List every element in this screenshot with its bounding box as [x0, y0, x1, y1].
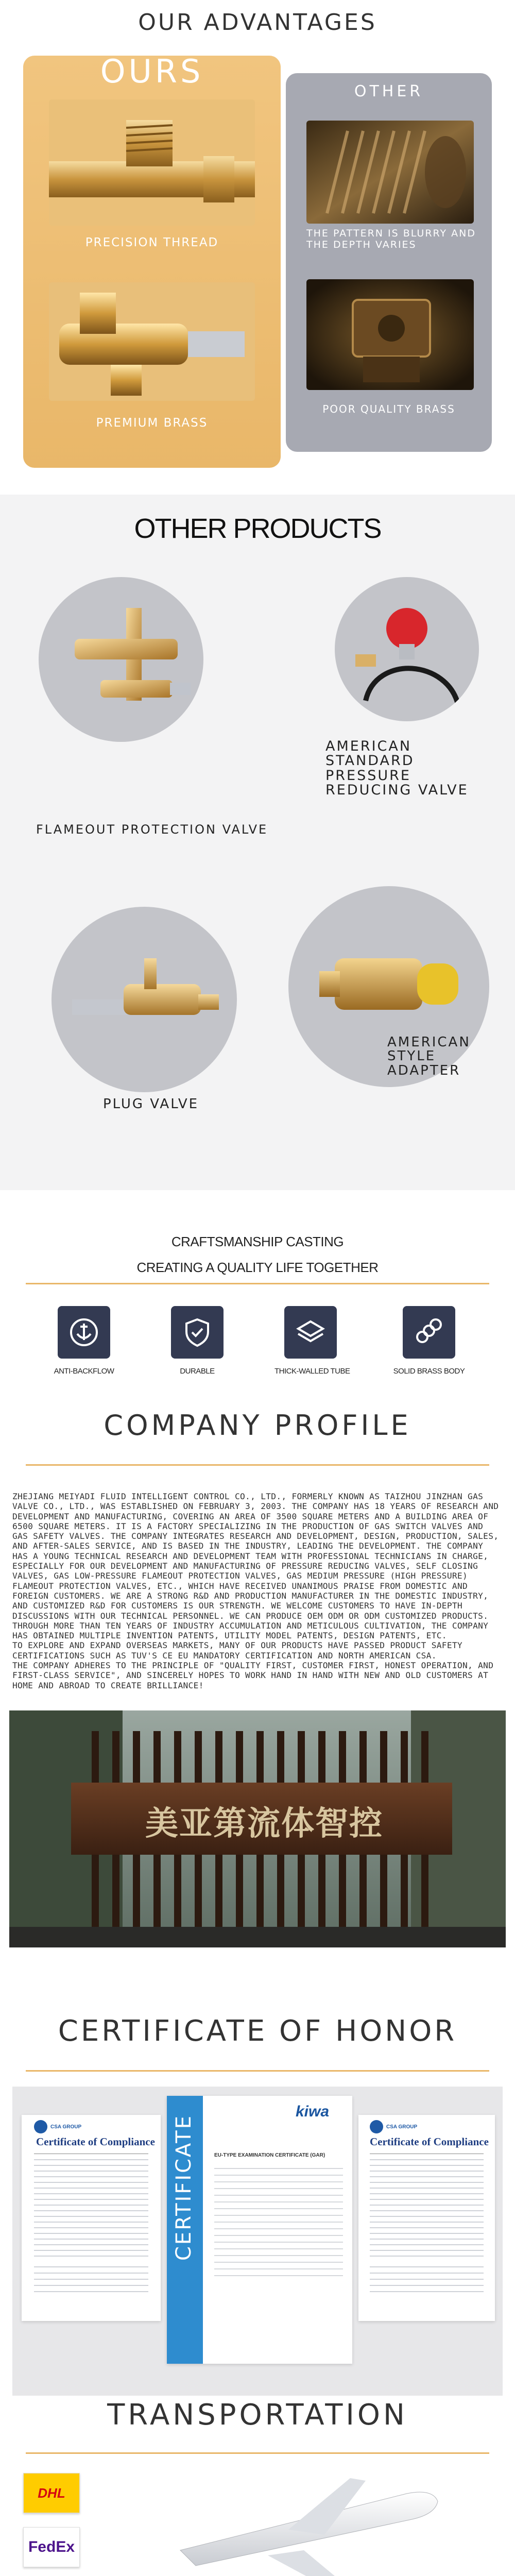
plug-valve-label: PLUG VALVE — [103, 1096, 199, 1112]
ours-card — [23, 53, 281, 468]
profile-paragraph: THE COMPANY ADHERES TO THE PRINCIPLE OF "QUALITY FIRST, CUSTOMER FIRST, HONEST OPERATION, AND FIRST-CLASS SERVICE", AND SINCERELY HOPES TO WORK HAND IN HAND WITH NEW AND OLD CUSTOMERS AT HOME AND ABROAD TO CREATE BRILLIANCE! — [12, 1660, 494, 1690]
feature-label: DURABLE — [180, 1367, 215, 1376]
shield-check-icon — [171, 1306, 224, 1359]
certificate-heading: Certificate of Compliance — [36, 2136, 155, 2148]
craft-line-1: CRAFTSMANSHIP CASTING — [171, 1234, 344, 1249]
other-caption-2: POOR QUALITY BRASS — [322, 403, 455, 415]
ours-caption-2: PREMIUM BRASS — [96, 416, 208, 430]
certificate-title: CERTIFICATE OF HONOR — [58, 2014, 457, 2048]
other-brass-photo — [306, 279, 474, 390]
fedex-logo: FedEx — [23, 2527, 80, 2567]
feature-durable — [161, 1306, 233, 1376]
factory-entrance-photo — [9, 1710, 506, 1947]
profile-paragraph: ZHEJIANG MEIYADI FLUID INTELLIGENT CONTROL CO., LTD., FORMERLY KNOWN AS TAIZHOU JINZHAN GAS VALVE CO., LTD., WAS ESTABLISHED ON FEBRUARY 3, 2003. THE COMPANY HAS 18 YEARS OF RESEARCH AND DEVELOPMENT AND MANUFACTURING, COVERING AN AREA OF 3500 SQUARE METERS AND A BUILDING AREA OF 6500 SQUARE METERS. IT IS A FACTORY SPECIALIZING IN THE PRODUCTION OF GAS SWITCH VALVES AND GAS SAFETY VALVES. THE COMPANY INTEGRATES RESEARCH AND DEVELOPMENT, DESIGN, PRODUCTION, SALES, AND AFTER-SALES SERVICE, AND IS BASED IN THE INDUSTRY, LEADING THE DEVELOPMENT. THE COMPANY HAS A YOUNG TECHNICAL RESEARCH AND DEVELOPMENT TEAM WITH PROFESSIONAL TECHNICIANS IN CHARGE, ESPECIALLY FOR OUR DEVELOPMENT AND MANUFACTURING OF PRESSURE REDUCING VALVES, SELF CLOSING VALVES, GAS LOW-PRESSURE FLAMEOUT PROTECTION VALVES, GAS MEDIUM PRESSURE (HIGH PRESSURE) FLAMEOUT PROTECTION VALVES, ETC., WHICH HAVE RECEIVED UNANIMOUS PRAISE FROM DOMESTIC AND FOREIGN CUSTOMERS. WE ARE A STRONG R&D AND PRODUCTION MANUFACTURER IN THE DOMESTIC INDUSTRY, AND CUSTOMIZED R&D FOR CUSTOMERS IS OUR STRENGTH. WE WELCOME CUSTOMERS TO HAVE IN-DEPTH DISCUSSIONS WITH OUR TECHNICAL PERSONNEL. WE CAN PRODUCE OEM ODM OR ODM CUSTOMIZED PRODUCTS. THROUGH MORE THAN TEN YEARS OF INDUSTRY ACCUMULATION AND METICULOUS CULTIVATION, THE COMPANY HAS OBTAINED MULTIPLE INVENTION PATENTS, UTILITY MODEL PATENTS, DESIGN PATENTS, ETC. — [12, 1492, 499, 1641]
ours-thread-photo — [49, 99, 255, 226]
links-icon — [403, 1306, 455, 1359]
other-label: OTHER — [354, 82, 424, 100]
pressure-reducing-valve-image — [335, 577, 479, 721]
certificate-gallery — [12, 2087, 503, 2396]
certificate-center — [167, 2096, 352, 2364]
ours-label: OURS — [100, 53, 204, 90]
feature-thick-walled — [274, 1306, 350, 1376]
certificate-vertical-text: CERTIFICATE — [172, 2114, 196, 2261]
craft-line-2: CREATING A QUALITY LIFE TOGETHER — [136, 1260, 379, 1275]
feature-label: THICK-WALLED TUBE — [274, 1367, 350, 1376]
gold-divider — [26, 2452, 489, 2454]
profile-paragraph: TO EXPLORE AND EXPAND OVERSEAS MARKETS, MANY OF OUR PRODUCTS HAVE PASSED PRODUCT SAFETY CERTIFICATIONS SUCH AS TUV'S CE EU MANDATORY CERTIFICATION AND NORTH AMERICAN CSA. — [12, 1640, 462, 1660]
csa-logo-icon — [370, 2120, 383, 2133]
certificate-right — [358, 2115, 495, 2321]
feature-label: SOLID BRASS BODY — [393, 1367, 465, 1376]
certificate-body — [214, 2168, 343, 2281]
company-profile-title: COMPANY PROFILE — [104, 1409, 411, 1442]
certificate-heading: Certificate of Compliance — [370, 2136, 489, 2148]
dhl-logo: DHL — [23, 2473, 80, 2513]
advantages-title: OUR ADVANTAGES — [138, 9, 377, 36]
certificate-center-heading: EU-TYPE EXAMINATION CERTIFICATE (GAR) — [214, 2153, 325, 2158]
other-caption-1: THE PATTERN IS BLURRY AND THE DEPTH VARIES — [306, 228, 476, 250]
kiwa-logo: kiwa — [296, 2103, 330, 2120]
gold-divider — [26, 1283, 489, 1284]
plug-valve-image — [52, 907, 237, 1092]
factory-sign-text: 美亚第流体智控 — [145, 1805, 383, 1843]
ours-caption-1: PRECISION THREAD — [85, 236, 219, 249]
transportation-title: TRANSPORTATION — [107, 2398, 408, 2432]
anchor-icon — [58, 1306, 110, 1359]
american-adapter-label: AMERICAN STYLE ADAPTER — [387, 1035, 471, 1078]
other-thread-photo — [306, 121, 474, 224]
company-profile-text — [12, 1492, 503, 1690]
csa-label: CSA GROUP — [386, 2124, 418, 2130]
csa-logo-icon — [34, 2120, 47, 2133]
ours-brass-photo — [49, 282, 255, 401]
gold-divider — [26, 1464, 489, 1466]
flameout-valve-image — [39, 577, 203, 742]
other-products-title: OTHER PRODUCTS — [134, 513, 381, 544]
certificate-left — [22, 2115, 161, 2321]
feature-label: ANTI-BACKFLOW — [54, 1367, 114, 1376]
gold-divider — [26, 2070, 489, 2072]
transport-collage — [118, 2473, 515, 2576]
feature-anti-backflow — [48, 1306, 120, 1376]
flameout-valve-label: FLAMEOUT PROTECTION VALVE — [36, 822, 268, 837]
layers-icon — [284, 1306, 337, 1359]
pressure-reducing-valve-label: AMERICAN STANDARD PRESSURE REDUCING VALVE — [325, 738, 469, 799]
feature-solid-brass — [393, 1306, 465, 1376]
other-card — [286, 73, 492, 452]
csa-label: CSA GROUP — [50, 2124, 82, 2130]
